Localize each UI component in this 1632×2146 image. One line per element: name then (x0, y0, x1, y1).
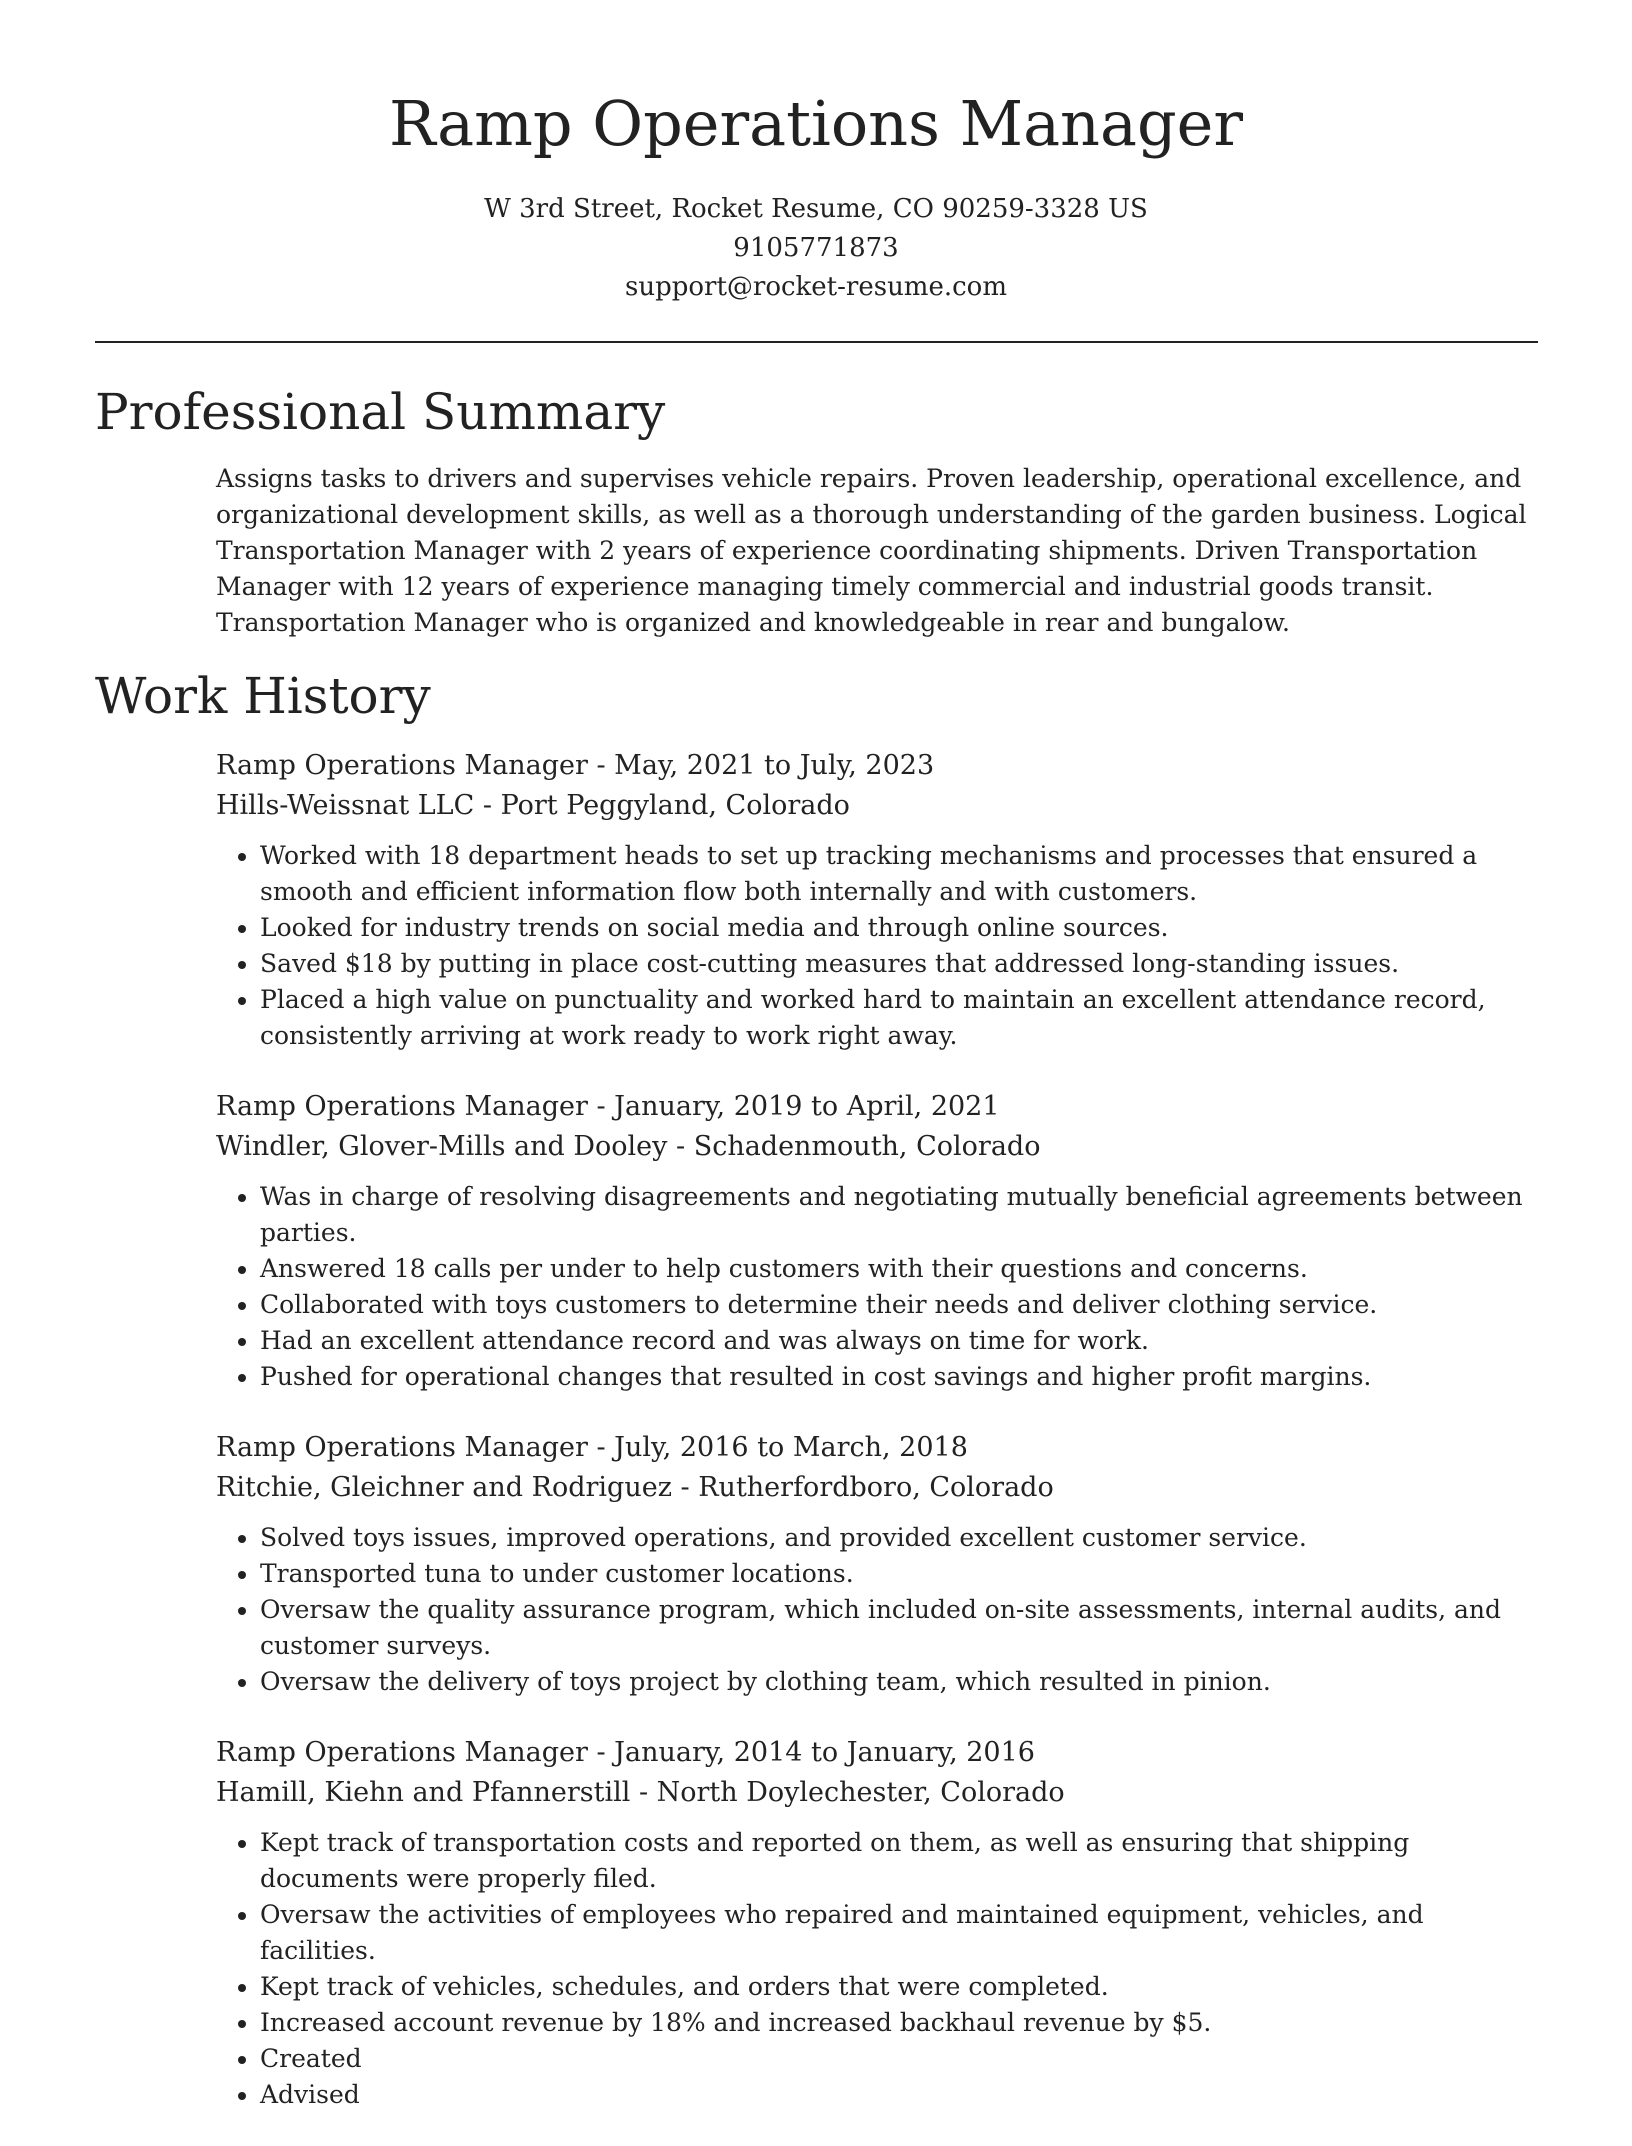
job-company-line (216, 786, 1541, 826)
job-entry (216, 1428, 1541, 1700)
job-company-line (216, 1127, 1541, 1167)
contact-address: W 3rd Street, Rocket Resume, CO 90259-3328 US (484, 194, 1148, 224)
job-location: - Schadenmouth, Colorado (667, 1131, 1041, 1162)
job-bullet: • Increased account revenue by 18% and increased backhaul revenue by $5. (260, 2005, 1541, 2041)
job-company-line (216, 1773, 1541, 1813)
job-bullet: • Kept track of vehicles, schedules, and orders that were completed. (260, 1969, 1541, 2005)
job-company-line (216, 1468, 1541, 1508)
job-bullets (216, 838, 1541, 1054)
summary-text: Assigns tasks to drivers and supervises vehicle repairs. Proven leadership, operational excellence, and organizational development skills, as well as a thorough understanding of the garden business. Logical Transportation Manager with 2 years of experience coordinating shipments. Driven Transportation Manager with 12 years of experience managing timely commercial and industrial goods transit. Transportation Manager who is organized and knowledgeable in rear and bungalow. (216, 464, 1527, 637)
job-bullet: • Created (260, 2041, 1541, 2077)
job-bullets (216, 1520, 1541, 1700)
job-company: Windler, Glover-Mills and Dooley (216, 1131, 668, 1162)
job-bullet: • Oversaw the activities of employees who repaired and maintained equipment, vehicles, and facilities. (260, 1897, 1541, 1969)
job-dates: - January, 2014 to January, 2016 (587, 1737, 1035, 1768)
job-title-line (216, 746, 1541, 786)
job-bullet: • Oversaw the delivery of toys project by clothing team, which resulted in pinion. (260, 1664, 1541, 1700)
job-role: Ramp Operations Manager (216, 1432, 588, 1463)
work-history-heading: Work History (95, 667, 431, 725)
contact-email: support@rocket-resume.com (624, 272, 1007, 302)
job-bullet: • Advised (260, 2077, 1541, 2113)
summary-heading: Professional Summary (95, 383, 666, 441)
job-role: Ramp Operations Manager (216, 1091, 588, 1122)
work-history-list (216, 746, 1541, 2146)
job-bullet: • Kept track of transportation costs and reported on them, as well as ensuring that shipping documents were properly filed. (260, 1825, 1541, 1897)
job-title-line (216, 1087, 1541, 1127)
job-location: - North Doylechester, Colorado (630, 1777, 1065, 1808)
job-bullet: • Looked for industry trends on social media and through online sources. (260, 910, 1541, 946)
contact-block (0, 190, 1632, 307)
job-company: Ritchie, Gleichner and Rodriguez (216, 1472, 672, 1503)
candidate-name: Ramp Operations Manager (389, 87, 1243, 160)
job-dates: - January, 2019 to April, 2021 (587, 1091, 1000, 1122)
job-bullet: • Oversaw the quality assurance program, which included on-site assessments, internal audits, and customer surveys. (260, 1592, 1541, 1664)
job-company: Hills-Weissnat LLC (216, 790, 475, 821)
job-bullet: • Transported tuna to under customer locations. (260, 1556, 1541, 1592)
job-company: Hamill, Kiehn and Pfannerstill (216, 1777, 631, 1808)
job-bullet: • Solved toys issues, improved operations, and provided excellent customer service. (260, 1520, 1541, 1556)
contact-phone: 9105771873 (733, 233, 899, 263)
job-bullets (216, 1825, 1541, 2113)
job-title-line (216, 1428, 1541, 1468)
job-bullet: • Saved $18 by putting in place cost-cutting measures that addressed long-standing issues. (260, 946, 1541, 982)
job-bullet: • Pushed for operational changes that resulted in cost savings and higher profit margins. (260, 1359, 1541, 1395)
job-location: - Port Peggyland, Colorado (474, 790, 850, 821)
job-bullet: • Was in charge of resolving disagreements and negotiating mutually beneficial agreements between parties. (260, 1179, 1541, 1251)
job-role: Ramp Operations Manager (216, 750, 588, 781)
job-dates: - May, 2021 to July, 2023 (587, 750, 935, 781)
job-bullet: • Answered 18 calls per under to help customers with their questions and concerns. (260, 1251, 1541, 1287)
header-divider (95, 341, 1538, 343)
job-title-line (216, 1733, 1541, 1773)
job-bullet: • Placed a high value on punctuality and worked hard to maintain an excellent attendance record, consistently arriving at work ready to work right away. (260, 982, 1541, 1054)
job-entry (216, 1733, 1541, 2113)
job-entry (216, 1087, 1541, 1395)
job-location: - Rutherfordboro, Colorado (671, 1472, 1054, 1503)
job-entry (216, 746, 1541, 1054)
job-dates: - July, 2016 to March, 2018 (587, 1432, 968, 1463)
job-bullet: • Collaborated with toys customers to determine their needs and deliver clothing service. (260, 1287, 1541, 1323)
job-bullet: • Had an excellent attendance record and was always on time for work. (260, 1323, 1541, 1359)
job-role: Ramp Operations Manager (216, 1737, 588, 1768)
job-bullet: • Worked with 18 department heads to set up tracking mechanisms and processes that ensured a smooth and efficient information flow both internally and with customers. (260, 838, 1541, 910)
job-bullets (216, 1179, 1541, 1395)
